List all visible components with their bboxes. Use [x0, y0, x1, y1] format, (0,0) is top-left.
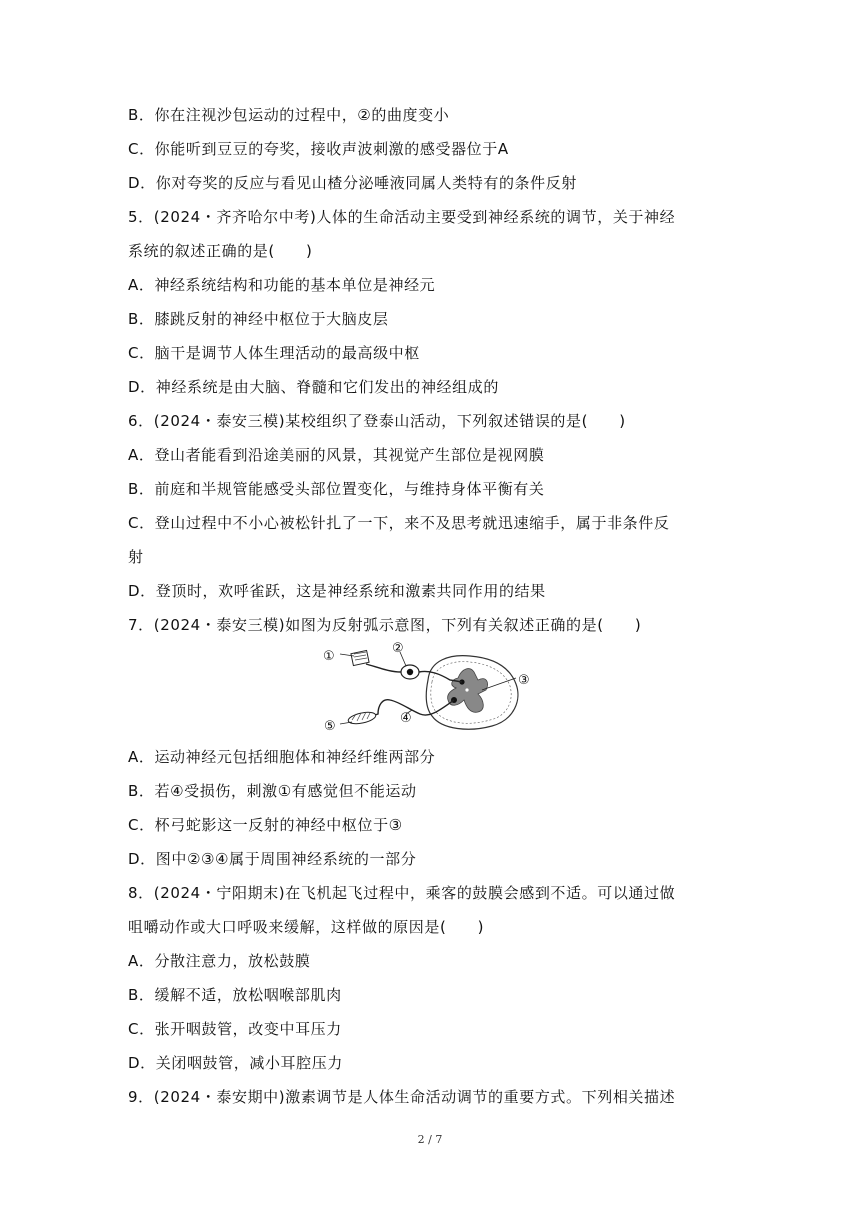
text-line: A．运动神经元包括细胞体和神经纤维两部分: [128, 748, 436, 766]
text-line: A．登山者能看到沿途美丽的风景，其视觉产生部位是视网膜: [128, 446, 545, 464]
page-number: 2 / 7: [417, 1133, 443, 1146]
question-6: 6．(2024・泰安三模)某校组织了登泰山活动，下列叙述错误的是( ): [128, 412, 626, 430]
question-8: 8．(2024・宁阳期末)在飞机起飞过程中，乘客的鼓膜会感到不适。可以通过做: [128, 884, 676, 902]
ganglion-cell: [407, 669, 413, 675]
question-7: 7．(2024・泰安三模)如图为反射弧示意图，下列有关叙述正确的是( ): [128, 616, 642, 634]
central-canal: [465, 688, 468, 691]
text-line: D．图中②③④属于周围神经系统的一部分: [128, 850, 417, 868]
text-line: B．膝跳反射的神经中枢位于大脑皮层: [128, 310, 389, 328]
text-block-upper: [128, 98, 748, 642]
label-2: ②: [392, 641, 404, 656]
label-3: ③: [518, 673, 530, 688]
text-line: B．前庭和半规管能感受头部位置变化，与维持身体平衡有关: [128, 480, 545, 498]
text-line: B．你在注视沙包运动的过程中，②的曲度变小: [128, 106, 450, 124]
question-5: 5．(2024・齐齐哈尔中考)人体的生命活动主要受到神经系统的调节，关于神经: [128, 208, 676, 226]
label-4: ④: [400, 711, 412, 726]
text-line: C．登山过程中不小心被松针扎了一下，来不及思考就迅速缩手，属于非条件反: [128, 514, 670, 532]
sensory-fiber: [366, 664, 401, 672]
text-line: C．脑干是调节人体生理活动的最高级中枢: [128, 344, 420, 362]
text-line: C．杯弓蛇影这一反射的神经中枢位于③: [128, 816, 403, 834]
text-line: A．神经系统结构和功能的基本单位是神经元: [128, 276, 436, 294]
text-line: C．张开咽鼓管，改变中耳压力: [128, 1020, 342, 1038]
text-line: C．你能听到豆豆的夸奖，接收声波刺激的感受器位于A: [128, 140, 509, 158]
text-line: 射: [128, 548, 144, 566]
text-line: B．若④受损伤，刺激①有感觉但不能运动: [128, 782, 417, 800]
text-line: D．关闭咽鼓管，减小耳腔压力: [128, 1054, 343, 1072]
text-line: B．缓解不适，放松咽喉部肌肉: [128, 986, 342, 1004]
label-1: ①: [323, 649, 335, 664]
text-line: D．神经系统是由大脑、脊髓和它们发出的神经组成的: [128, 378, 499, 396]
text-line: 咀嚼动作或大口呼吸来缓解，这样做的原因是( ): [128, 918, 485, 936]
text-line: 系统的叙述正确的是( ): [128, 242, 313, 260]
label-5: ⑤: [324, 719, 336, 734]
text-line: A．分散注意力，放松鼓膜: [128, 952, 311, 970]
effector-muscle: [347, 710, 376, 726]
text-line: D．你对夸奖的反应与看见山楂分泌唾液同属人类特有的条件反射: [128, 174, 577, 192]
text-block-lower: [128, 740, 748, 1114]
question-9: 9．(2024・泰安期中)激素调节是人体生命活动调节的重要方式。下列相关描述: [128, 1088, 676, 1106]
reflex-arc-diagram: [320, 640, 550, 740]
text-line: D．登顶时，欢呼雀跃，这是神经系统和激素共同作用的结果: [128, 582, 546, 600]
